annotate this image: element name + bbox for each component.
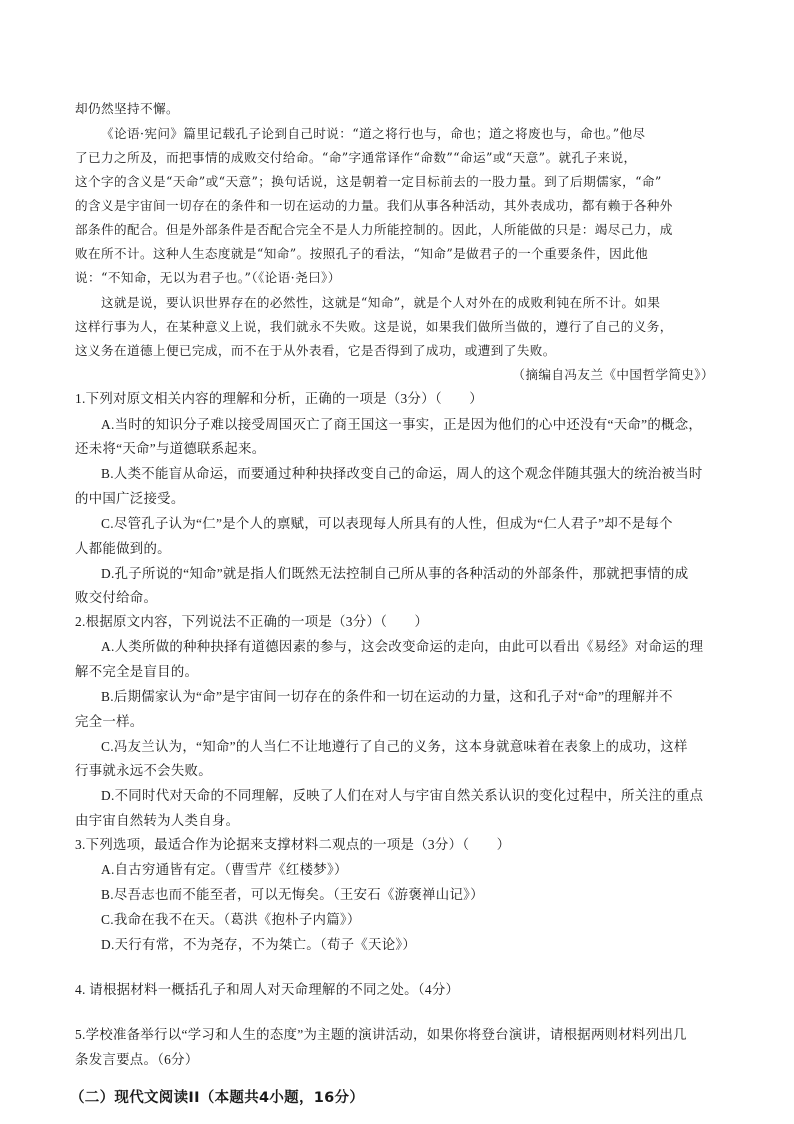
option-d-cont: 败交付给命。 (75, 590, 158, 605)
option-d-cont: 由宇宙自然转为人类自身。 (75, 813, 240, 828)
option-a: A.人类所做的种种抉择有道德因素的参与，这会改变命运的走向，由此可以看出《易经》对命运的理 (101, 639, 704, 654)
passage-line: 部条件的配合。但是外部条件是否配合完全不是人力所能控制的。因此，人所能做的只是：竭尽己力，成 (75, 222, 673, 237)
option-d: D.不同时代对天命的不同理解，反映了人们在对人与宇宙自然关系认识的变化过程中，所关注的重点 (101, 788, 704, 803)
option-d: D.天行有常，不为尧存，不为桀亡。（荀子《天论》） (101, 937, 417, 952)
option-a-cont: 解不完全是盲目的。 (75, 664, 199, 679)
passage-line: 这就是说，要认识世界存在的必然性，这就是“知命”，就是个人对外在的成败利钝在所不计。如果 (101, 295, 661, 310)
option-d: D.孔子所说的“知命”就是指人们既然无法控制自己所从事的各种活动的外部条件，那就把事情的成 (101, 566, 689, 581)
question-stem-cont: 条发言要点。（6分） (75, 1052, 199, 1067)
passage-source: （摘编自冯友兰《中国哲学简史》） (512, 367, 714, 382)
question-stem: 4. 请根据材料一概括孔子和周人对天命理解的不同之处。（4分） (75, 982, 460, 997)
passage-line: 说：“不知命，无以为君子也。”（《论语·尧曰》） (75, 270, 341, 285)
option-c: C.我命在我不在天。（葛洪《抱朴子内篇》） (101, 912, 361, 927)
option-c-cont: 人都能做到的。 (75, 541, 171, 556)
passage-line: 这样行事为人，在某种意义上说，我们就永不失败。这是说，如果我们做所当做的，遵行了自己的义务， (75, 319, 673, 334)
option-b: B.后期儒家认为“命”是宇宙间一切存在的条件和一切在运动的力量，这和孔子对“命”的理解并不 (101, 689, 673, 704)
passage-line: 却仍然坚持不懈。 (75, 101, 179, 116)
passage-line: 败在所不计。这种人生态度就是“知命”。按照孔子的看法，“知命”是做君子的一个重要条件，因此他 (75, 246, 649, 261)
passage-line: 这义务在道德上便已完成，而不在于从外表看，它是否得到了成功，或遭到了失败。 (75, 343, 556, 358)
question-stem: 3.下列选项，最适合作为论据来支撑材料二观点的一项是（3分）（ ） (75, 837, 511, 852)
option-a: A.当时的知识分子难以接受周国灭亡了商王国这一事实，正是因为他们的心中还没有“天命”的概念， (101, 417, 703, 432)
option-c-cont: 行事就永远不会失败。 (75, 763, 212, 778)
passage-line: 这个字的含义是“天命”或“天意”；换句话说，这是朝着一定目标前去的一股力量。到了后期儒家，“命” (75, 174, 662, 189)
question-stem: 5.学校准备举行以“学习和人生的态度”为主题的演讲活动，如果你将登台演讲，请根据两则材料列出几 (75, 1027, 687, 1042)
option-b: B.尽吾志也而不能至者，可以无悔矣。（王安石《游褒禅山记》） (101, 887, 484, 902)
section-heading: （二）现代文阅读II（本题共4小题，16分） (70, 1090, 365, 1106)
option-a-cont: 还未将“天命”与道德联系起来。 (75, 441, 266, 456)
option-c: C.冯友兰认为，“知命”的人当仁不让地遵行了自己的义务，这本身就意味着在表象上的成功，这样 (101, 739, 688, 754)
option-b: B.人类不能盲从命运，而要通过种种抉择改变自己的命运，周人的这个观念伴随其强大的统治被当时 (101, 466, 703, 481)
passage-line: 了已力之所及，而把事情的成败交付给命。“命”字通常译作“命数”“命运”或“天意”。就孔子来说， (75, 150, 637, 165)
question-stem: 1.下列对原文相关内容的理解和分析，正确的一项是（3分）（ ） (75, 391, 483, 406)
option-b-cont: 的中国广泛接受。 (75, 491, 185, 506)
option-a: A.自古穷通皆有定。（曹雪芹《红楼梦》） (101, 862, 348, 877)
option-b-cont: 完全一样。 (75, 714, 144, 729)
option-c: C.尽管孔子认为“仁”是个人的禀赋，可以表现每人所具有的人性，但成为“仁人君子”却不是每个 (101, 516, 673, 531)
passage-line: 的含义是宇宙间一切存在的条件和一切在运动的力量。我们从事各种活动，其外表成功，都有赖于各种外 (75, 198, 673, 213)
question-stem: 2.根据原文内容，下列说法不正确的一项是（3分）（ ） (75, 614, 429, 629)
passage-line: 《论语·宪问》篇里记载孔子论到自己时说：“道之将行也与，命也；道之将废也与，命也。”他尽 (101, 126, 646, 141)
